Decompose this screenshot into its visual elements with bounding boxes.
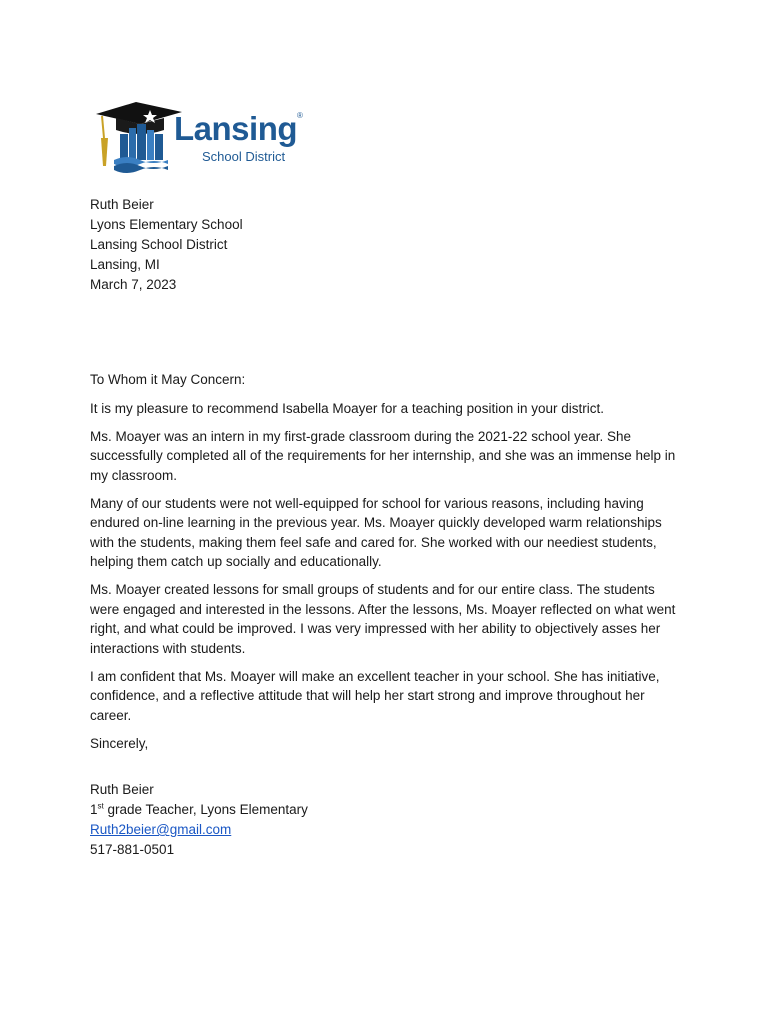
- salutation: To Whom it May Concern:: [90, 372, 246, 387]
- closing: Sincerely,: [90, 735, 149, 751]
- paragraph: It is my pleasure to recommend Isabella Moayer for a teaching position in your district.: [90, 400, 604, 416]
- logo-wordmark: Lansing®: [174, 110, 303, 147]
- sender-name: Ruth Beier: [90, 197, 154, 212]
- paragraph: Many of our students were not well-equipped for school for various reasons, including having endured on-line learning in the previous year. Ms. Moayer quickly developed warm relationships with the students, making them feel safe and cared for. She worked with our neediest students, helping them catch up socially and educationally.: [90, 495, 662, 569]
- email-link[interactable]: Ruth2beier@gmail.com: [90, 822, 232, 837]
- signature-name: Ruth Beier: [90, 782, 154, 797]
- paragraph: I am confident that Ms. Moayer will make an excellent teacher in your school. She has initiative, confidence, and a reflective attitude that will help her start strong and improve throughout her career.: [90, 668, 660, 723]
- sender-school: Lyons Elementary School: [90, 217, 243, 232]
- signature-title: 1st grade Teacher, Lyons Elementary: [90, 801, 308, 817]
- sender-city: Lansing, MI: [90, 257, 160, 272]
- sender-district: Lansing School District: [90, 237, 228, 252]
- district-logo: [92, 100, 303, 178]
- letter-date: March 7, 2023: [90, 277, 177, 292]
- signature-phone: 517-881-0501: [90, 842, 175, 857]
- paragraph: Ms. Moayer created lessons for small groups of students and for our entire class. The students were engaged and interested in the lessons. After the lessons, Ms. Moayer reflected on what went right, and what could be improved. I was very impressed with her ability to objectively asses her interactions with students.: [90, 582, 676, 656]
- signature-block: [90, 780, 308, 860]
- paragraph: Ms. Moayer was an intern in my first-grade classroom during the 2021-22 school year. She successfully completed all of the requirements for her internship, and she was an immense help in my classroom.: [90, 428, 676, 483]
- letter-body: [90, 370, 680, 762]
- sender-address-block: [90, 195, 243, 295]
- logo-subtitle: School District: [202, 149, 286, 164]
